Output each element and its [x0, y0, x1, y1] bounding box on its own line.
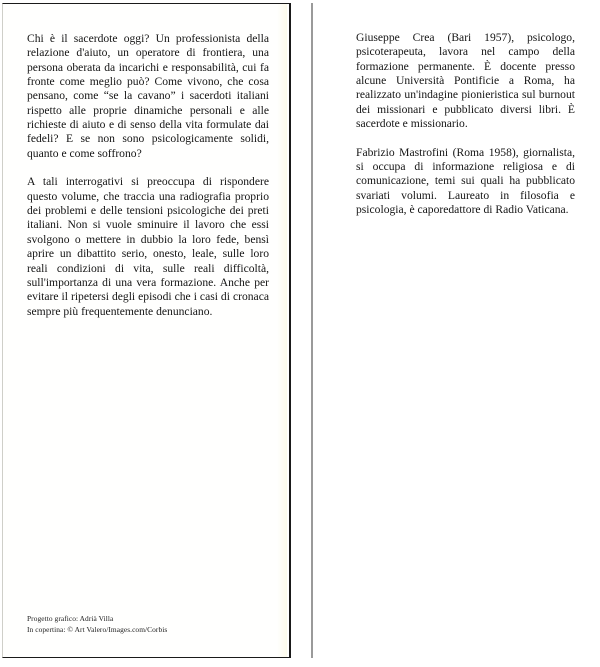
- back-flap-blurb: [27, 32, 269, 319]
- author-bio-mastrofini: Fabrizio Mastrofini (Roma 1958), giornalista, si occupa di informazione religiosa e di comunicazione, temi sui quali ha pubblicato svariati volumi. Laureato in filosofia e psicologia, è caporedattore di Radio Vaticana.: [356, 145, 575, 217]
- gutter-shadow: [277, 4, 287, 657]
- blurb-paragraph-1: Chi è il sacerdote oggi? Un professionista della relazione d'aiuto, un operatore di frontiera, una persona oberata da incarichi e responsabilità, cui fa fronte come meglio può? Come vivono, che cosa pensano, come “se la cavano” i sacerdoti italiani rispetto alle proprie dinamiche personali e alle richieste di aiuto e di senso della vita formulate dai fedeli? E se non sono psicologicamente solidi, quanto e come soffrono?: [27, 32, 269, 160]
- front-flap-page: [313, 3, 600, 658]
- back-flap-page: [2, 3, 291, 658]
- front-flap-author-bios: [356, 31, 575, 217]
- credit-design: Progetto grafico: Adrià Villa: [27, 614, 114, 624]
- blurb-paragraph-2: A tali interrogativi si preoccupa di rispondere questo volume, che traccia una radiografia proprio dei problemi e delle tensioni psicologiche dei preti italiani. Non si vuole sminuire il lavoro che essi svolgono o mettere in dubbio la loro fede, bensì aprire un dibattito serio, onesto, leale, sulle loro reali condizioni di vita, sulle reali difficoltà, sull'importanza di una vera formazione. Anche per evitare il ripetersi degli episodi che i casi di cronaca sempre più frequentemente denunciano.: [27, 175, 269, 318]
- jacket-credits: [27, 614, 277, 635]
- credit-cover-image: In copertina: © Art Valero/Images.com/Corbis: [27, 624, 168, 634]
- author-bio-crea: Giuseppe Crea (Bari 1957), psicologo, psicoterapeuta, lavora nel campo della formazione permanente. È docente presso alcune Università Pontificie a Roma, ha realizzato un'indagine pionieristica sul burnout dei missionari e pubblicato diversi libri. È sacerdote e missionario.: [356, 31, 575, 131]
